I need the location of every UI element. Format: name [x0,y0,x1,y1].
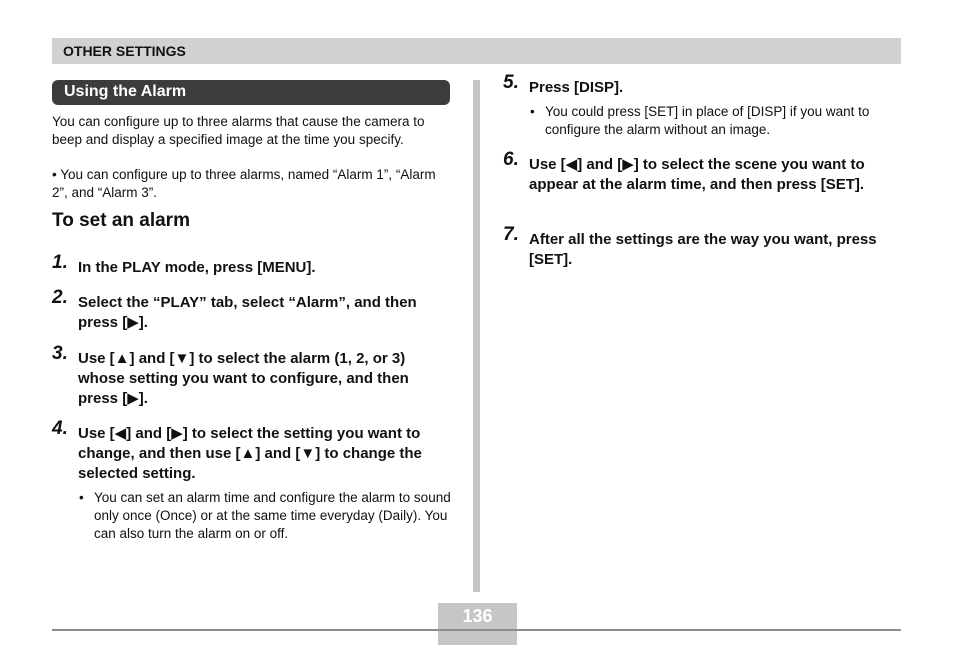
section-title: Using the Alarm [64,83,187,100]
page-number: 136 [462,606,493,626]
column-divider [473,80,480,592]
step-text: After all the settings are the way you want, press [SET]. [529,231,877,268]
note-text: You could press [SET] in place of [DISP] if you want to configure the alarm without an image. [545,104,870,137]
subheading: To set an alarm [52,210,190,231]
step-number: 1. [52,252,68,273]
step-text: Use [◀] and [▶] to select the setting you want to change, and then use [▲] and [▼] to change the selected setting. [78,425,422,482]
step-text: In the PLAY mode, press [MENU]. [78,259,316,276]
page-number-box [438,603,517,629]
header-bar [52,38,901,64]
step-text: Use [◀] and [▶] to select the scene you want to appear at the alarm time, and then press [SET]. [529,156,865,193]
step-number: 6. [503,149,519,170]
page-number-box-lower [438,631,517,645]
step-number: 2. [52,287,68,308]
step-number: 4. [52,418,68,439]
bullet-dot: • [79,490,84,505]
note-text: You can set an alarm time and configure the alarm to sound only once (Once) or at the same time everyday (Daily). You can also turn the alarm on or off. [94,490,451,541]
step-text: Use [▲] and [▼] to select the alarm (1, 2, or 3) whose setting you want to configure, and then press [▶]. [78,350,409,407]
step-text: Press [DISP]. [529,79,624,96]
intro-paragraph: You can configure up to three alarms that cause the camera to beep and display a specified image at the time you specify. [52,114,425,147]
step-number: 7. [503,224,519,245]
intro-bullet: • You can configure up to three alarms, named “Alarm 1”, “Alarm 2”, and “Alarm 3”. [52,167,436,200]
bullet-dot: • [530,104,535,119]
section-title-bar [52,80,450,105]
header-title: OTHER SETTINGS [63,43,186,59]
step-text: Select the “PLAY” tab, select “Alarm”, and then press [▶]. [78,294,417,331]
step-number: 5. [503,72,519,93]
step-number: 3. [52,343,68,364]
